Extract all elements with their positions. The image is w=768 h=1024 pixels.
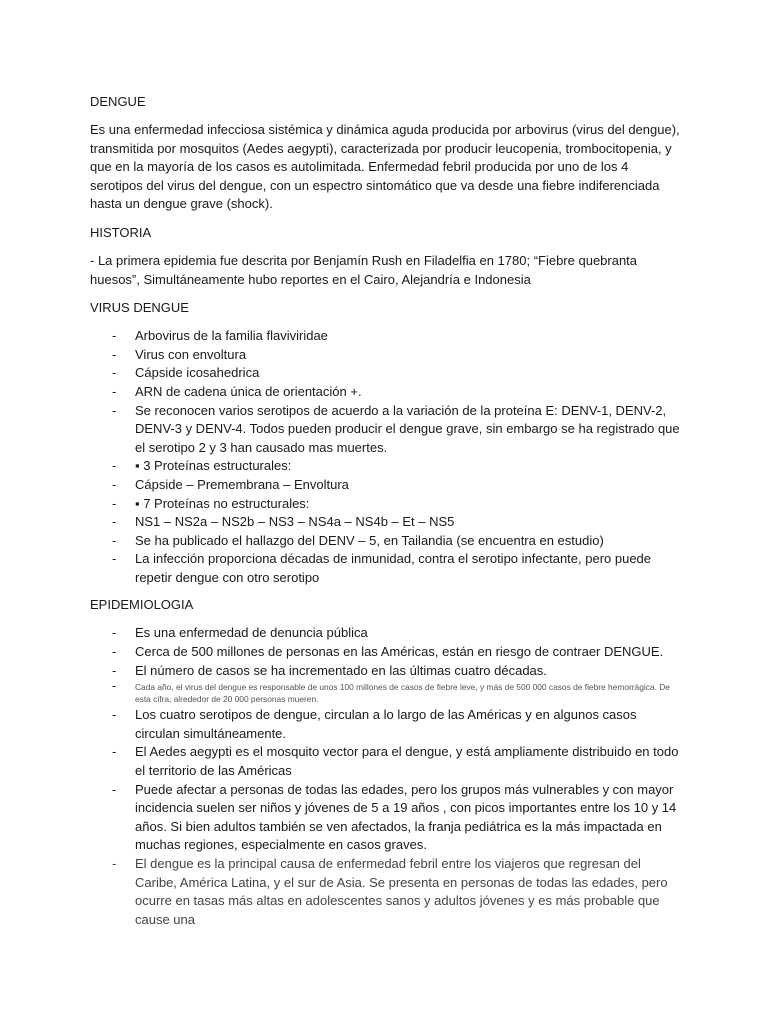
list-item-text: Es una enfermedad de denuncia pública — [135, 625, 368, 641]
bullet-dash: - — [112, 383, 117, 399]
bullet-dash: - — [112, 856, 117, 871]
list-item — [90, 402, 680, 458]
bullet-dash: - — [112, 781, 117, 797]
bullet-dash: - — [112, 662, 117, 678]
bullet-dash: - — [112, 402, 117, 418]
epidemiologia-heading: EPIDEMIOLOGIA — [90, 597, 194, 613]
list-item — [90, 495, 680, 514]
bullet-dash: - — [112, 365, 117, 381]
list-item-text: Arbovirus de la familia flaviviridae — [135, 328, 328, 344]
bullet-dash: - — [112, 495, 117, 511]
bullet-dash: - — [112, 551, 117, 567]
bullet-dash: - — [112, 532, 117, 548]
list-item — [90, 346, 680, 365]
document-title: DENGUE — [90, 94, 146, 109]
epidemiologia-list — [90, 624, 680, 929]
intro-paragraph: Es una enfermedad infecciosa sistémica y dinámica aguda producida por arbovirus (virus del dengue), transmitida por mosquitos (Aedes aegypti), caracterizada por producir leucopenia, trombocitopenia, y que en la mayoría de los casos es autolimitada. Enfermedad febril producida por uno de los 4 serotipos del virus del dengue, con un espectro sintomático que va desde una fiebre indiferenciada hasta un dengue grave (shock). — [90, 122, 680, 212]
bullet-dash: - — [112, 678, 117, 694]
bullet-dash: - — [112, 328, 117, 344]
historia-paragraph: - La primera epidemia fue descrita por Benjamín Rush en Filadelfia en 1780; “Fiebre quebranta huesos”, Simultáneamente hubo reportes en el Cairo, Alejandría e Indonesia — [90, 252, 638, 287]
list-item-text: NS1 – NS2a – NS2b – NS3 – NS4a – NS4b – Et – NS5 — [135, 514, 455, 530]
list-item-text: Los cuatro serotipos de dengue, circulan a lo largo de las Américas y en algunos casos circulan simultáneamente. — [135, 707, 637, 741]
list-item-text: La infección proporciona décadas de inmunidad, contra el serotipo infectante, pero puede repetir dengue con otro serotipo — [135, 551, 652, 585]
list-item-text: ARN de cadena única de orientación +. — [135, 383, 362, 399]
list-item — [90, 781, 680, 855]
list-item-text: Cápside icosahedrica — [135, 365, 260, 381]
list-item-text: Puede afectar a personas de todas las edades, pero los grupos más vulnerables y con mayor incidencia suelen ser niños y jóvenes de 5 a 19 años , con picos importantes entre los 10 y 14 años. Si bien adultos también se ven afectados, la franja pediátrica es la más impactada en muchas regiones, especialmente en casos graves. — [135, 781, 677, 853]
list-item — [90, 457, 680, 476]
list-item-text: Virus con envoltura — [135, 346, 247, 362]
list-item-text: Cerca de 500 millones de personas en las Américas, están en riesgo de contraer DENGUE. — [135, 644, 664, 660]
list-item — [90, 643, 680, 662]
list-item-text: ▪ 3 Proteínas estructurales: — [135, 458, 292, 474]
bullet-dash: - — [112, 476, 117, 492]
list-item — [90, 743, 680, 780]
list-item-text: Se ha publicado el hallazgo del DENV – 5, en Tailandia (se encuentra en estudio) — [135, 532, 604, 548]
document-page — [90, 93, 680, 938]
list-item — [90, 624, 680, 643]
bullet-dash: - — [112, 625, 117, 641]
bullet-dash: - — [112, 644, 117, 660]
bullet-dash: - — [112, 458, 117, 474]
virus-heading: VIRUS DENGUE — [90, 300, 189, 316]
bullet-dash: - — [112, 346, 117, 362]
bullet-dash: - — [112, 744, 117, 760]
bullet-dash: - — [112, 514, 117, 530]
list-item-text: El Aedes aegypti es el mosquito vector para el dengue, y está ampliamente distribuido en todo el territorio de las Américas — [135, 744, 679, 779]
list-item — [90, 364, 680, 383]
list-item — [90, 855, 680, 929]
list-item-text: Se reconocen varios serotipos de acuerdo a la variación de la proteína E: DENV-1, DENV-2, DENV-3 y DENV-4. Todos pueden producir el dengue grave, sin embargo se ha registrado que el serotipo 2 y 3 han causado mas muertes. — [135, 402, 680, 455]
list-item-text: El número de casos se ha incrementado en las últimas cuatro décadas. — [135, 662, 547, 678]
list-item — [90, 706, 680, 743]
list-item — [90, 476, 680, 495]
list-item-small — [90, 680, 680, 706]
list-item — [90, 550, 680, 587]
list-item — [90, 662, 680, 681]
list-item — [90, 513, 680, 532]
list-item-text: El dengue es la principal causa de enfermedad febril entre los viajeros que regresan del Caribe, América Latina, y el sur de Asia. Se presenta en personas de todas las edades, pero ocurre en tasas más altas en adolescentes sanos y adultos jóvenes y es más probable que cause una — [135, 856, 668, 927]
list-item — [90, 532, 680, 551]
virus-list — [90, 327, 680, 587]
list-item-text: ▪ 7 Proteínas no estructurales: — [135, 495, 310, 511]
historia-heading: HISTORIA — [90, 224, 152, 240]
bullet-dash: - — [112, 707, 117, 723]
list-item-text: Cápside – Premembrana – Envoltura — [135, 476, 349, 492]
list-item-text: Cada año, el virus del dengue es responsable de unos 100 millones de casos de fiebre leve, y más de 500 000 casos de fiebre hemorrágica. De esta cifra, alrededor de 20 000 personas mueren. — [135, 682, 670, 704]
list-item — [90, 327, 680, 346]
list-item — [90, 383, 680, 402]
